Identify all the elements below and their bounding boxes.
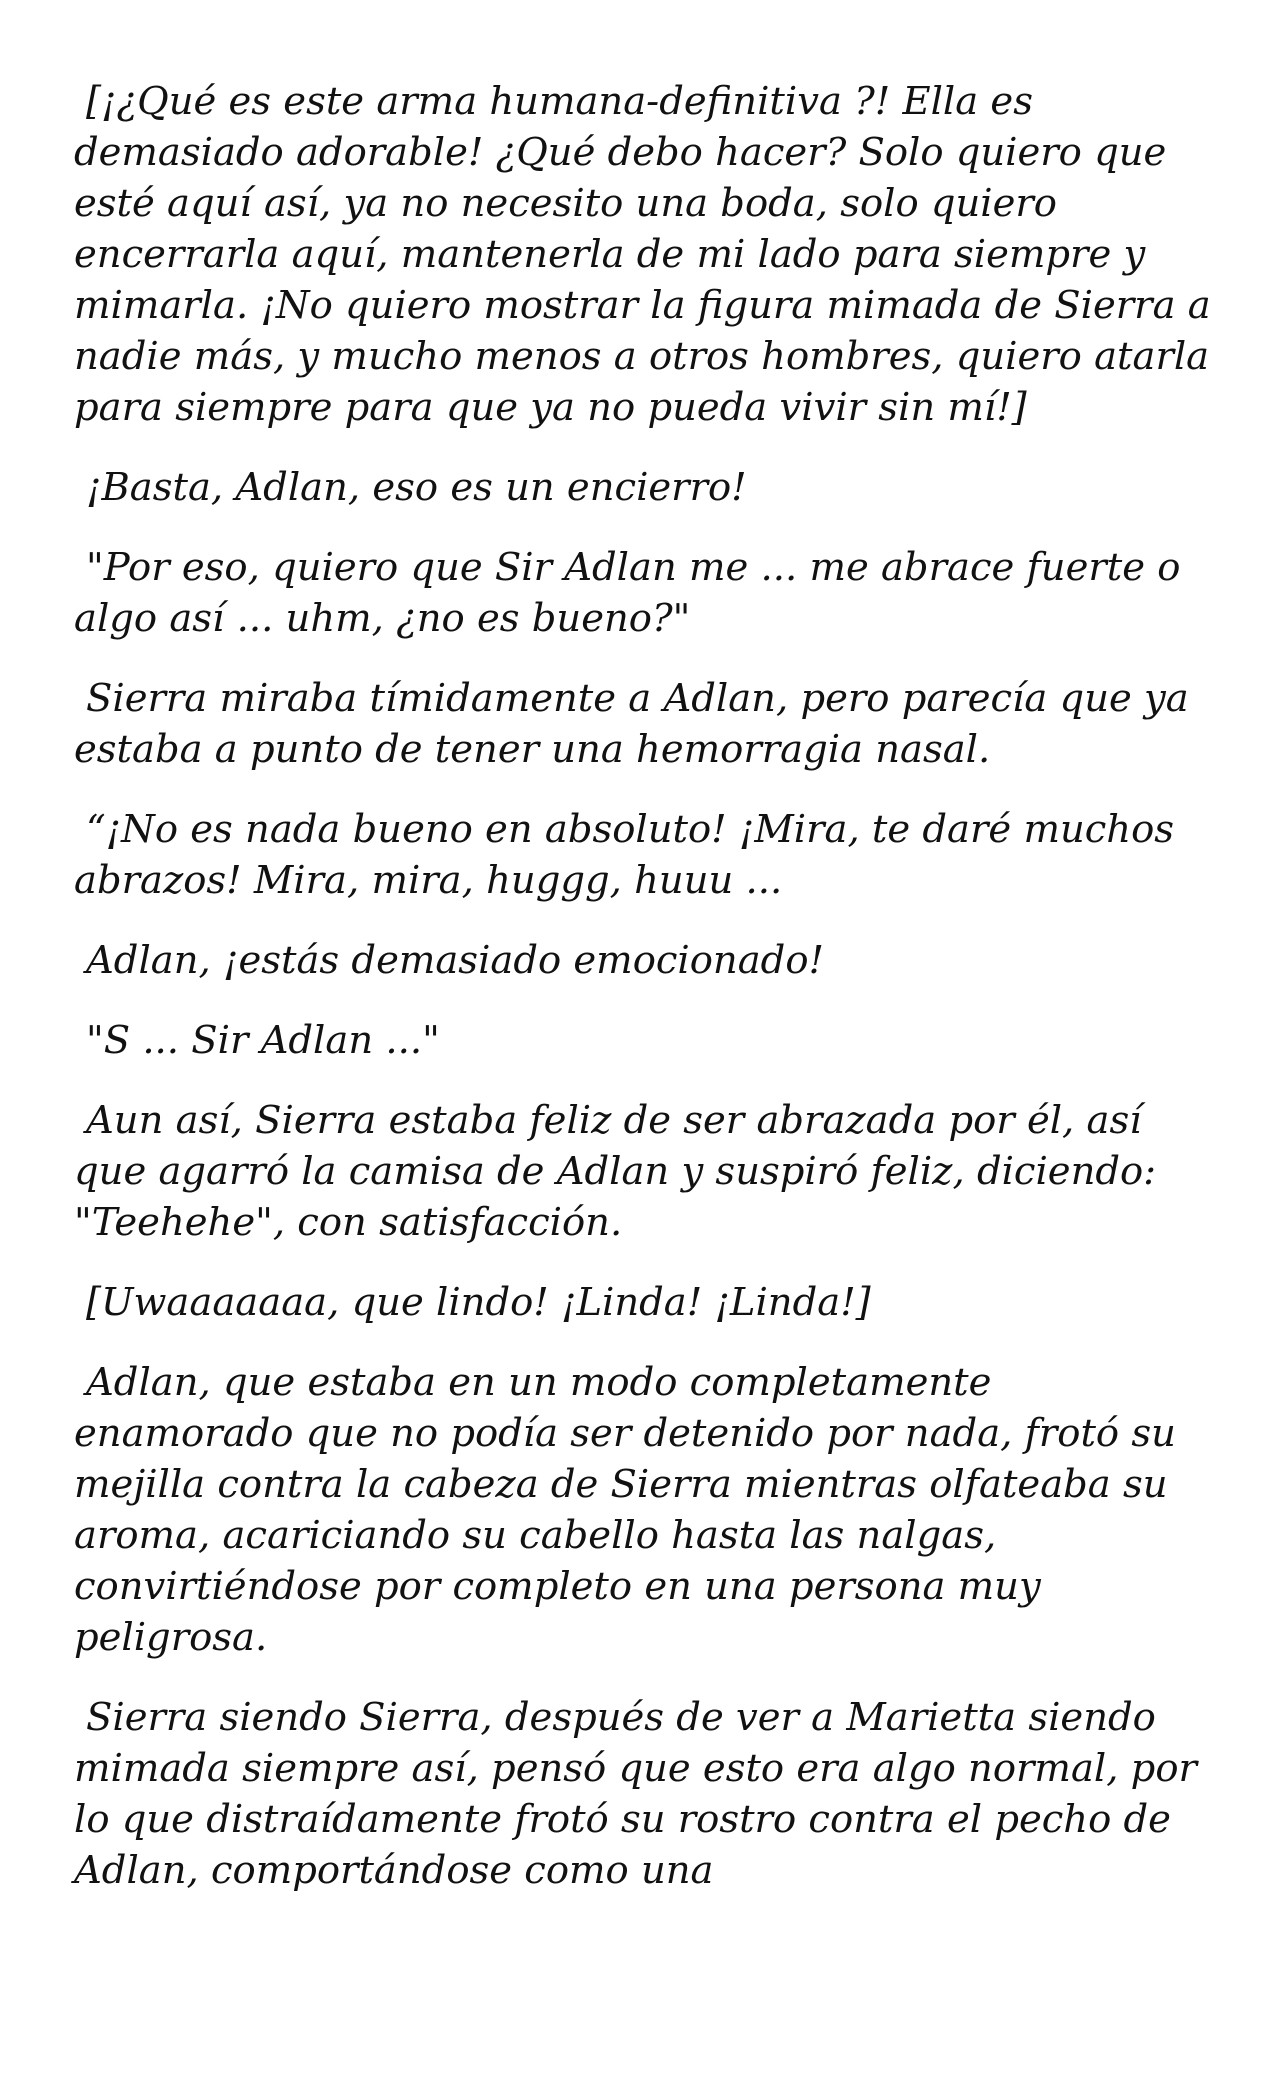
paragraph-sierra-normal: Sierra siendo Sierra, después de ver a Marietta siendo mimada siempre así, pensó que esto era algo normal, por lo que distraídamente frotó su rostro contra el pecho de Adlan, comportándose como una bbox=[74, 1695, 1197, 1893]
paragraph-narrator-aside-1: ¡Basta, Adlan, eso es un encierro! bbox=[86, 465, 747, 510]
paragraph-sierra-request: "Por eso, quiero que Sir Adlan me ... me abrace fuerte o algo así ... uhm, ¿no es bueno?" bbox=[74, 545, 1181, 641]
paragraph-sierra-looks: Sierra miraba tímidamente a Adlan, pero parecía que ya estaba a punto de tener una hemorragia nasal. bbox=[74, 676, 1189, 772]
paragraph-adlan-cute: [Uwaaaaaaa, que lindo! ¡Linda! ¡Linda!] bbox=[86, 1280, 871, 1325]
paragraph-adlan-lovestruck: Adlan, que estaba en un modo completamente enamorado que no podía ser detenido por nada, frotó su mejilla contra la cabeza de Sierra mientras olfateaba su aroma, acariciando su cabello hasta las nalgas, convirtiéndose por completo en una persona muy peligrosa. bbox=[74, 1360, 1176, 1660]
paragraph-adlan-thoughts: [¡¿Qué es este arma humana-definitiva ?! Ella es demasiado adorable! ¿Qué debo hacer? Solo quiero que esté aquí así, ya no necesito una boda, solo quiero encerrarla aquí, mantenerla de mi lado para siempre y mimarla. ¡No quiero mostrar la figura mimada de Sierra a nadie más, y mucho menos a otros hombres, quiero atarla para siempre para que ya no pueda vivir sin mí!] bbox=[74, 79, 1211, 430]
paragraph-narrator-aside-2: Adlan, ¡estás demasiado emocionado! bbox=[86, 938, 824, 983]
paragraph-sierra-happy: Aun así, Sierra estaba feliz de ser abrazada por él, así que agarró la camisa de Adlan y suspiró feliz, diciendo: "Teehehe", con satisfacción. bbox=[74, 1098, 1157, 1245]
paragraph-sierra-stammer: "S ... Sir Adlan ..." bbox=[86, 1018, 440, 1063]
paragraph-adlan-hugs: “¡No es nada bueno en absoluto! ¡Mira, te daré muchos abrazos! Mira, mira, huggg, huuu ... bbox=[74, 807, 1175, 903]
